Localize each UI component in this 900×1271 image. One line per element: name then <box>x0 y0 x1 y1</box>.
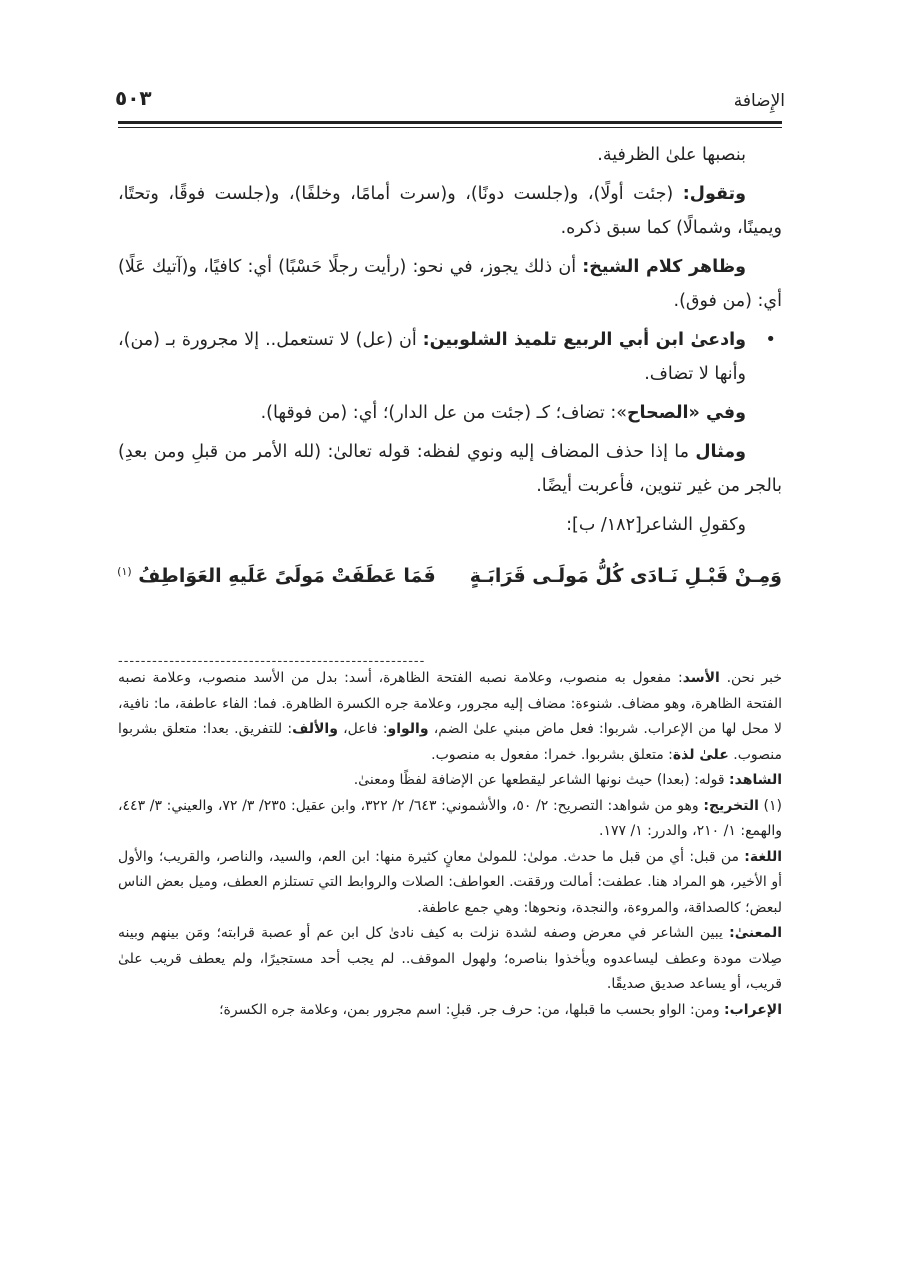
paragraph: بنصبها علىٰ الظرفية. <box>597 145 746 165</box>
header-rule-thick <box>118 121 782 124</box>
footnote-lugha: اللغة: من قبل: أي من قبل ما حدث. مولىٰ: للمولىٰ معانٍ كثيرة منها: ابن العم، والسيد، والناصر، والقريب؛ والأول أو الأخير، هو المراد هنا. عطفت: أمالت ورققت. العواطف: الصلات والروابط التي تستلزم العطف، وميل بعض الناس لبعض؛ كالصداقة، والمروءة، والنجدة، ونحوها: وهي جمع عاطفة. <box>118 848 782 916</box>
footnote-mana: المعنىٰ: يبين الشاعر في معرض وصفه لشدة نزلت به كيف نادىٰ كل ابن عم أو عصبة قرابته؛ ومَن بينهم وبينه صِلات مودة وعطف ليساعدوه ويأخذوا بناصره؛ ولهول الموقف.. لم يجب أحد مستجيرًا، ولم يعطف قريب علىٰ قريب، أو يساعد صديق صديقًا. <box>118 925 782 992</box>
footnote-shahid: الشاهد: قوله: (بعدا) حيث نونها الشاعر ليقطعها عن الإضافة لفظًا ومعنىٰ. <box>353 772 782 788</box>
chapter-title: الإِضافة <box>733 91 785 111</box>
paragraph: وفي «الصحاح»: تضاف؛ كـ (جئت من عل الدار)؛ أي: (من فوقها). <box>260 403 746 423</box>
paragraph: ومثال ما إذا حذف المضاف إليه ونوي لفظه: قوله تعالىٰ: (لله الأمر من قبلِ ومن بعدِ) بالجر من غير تنوين، فأعربت أيضًا. <box>118 442 782 496</box>
verse-first-hemistich: وَمِـنْ قَبْـلِ نَـادَى كُلُّ مَولَـى قَرَابَـةٍ <box>469 565 782 588</box>
paragraph: وتقول: (جئت أولًا)، و(جلست دونًا)، و(سرت أمامًا، وخلفًا)، و(جلست فوقًا، وتحتًا، ويمينًا، وشمالًا) كما سبق ذكره. <box>118 184 782 238</box>
header-rule-thin <box>118 127 782 128</box>
footnote-separator: ------------------------------------------------------ <box>118 654 426 669</box>
paragraph: وظاهر كلام الشيخ: أن ذلك يجوز، في نحو: (رأيت رجلًا حَسْبًا) أي: كافيًا، و(آتيك عَلًا) أي: (من فوق). <box>118 257 782 311</box>
paragraph: وكقولِ الشاعر[١٨٢/ ب]: <box>566 515 746 535</box>
footnote-marker: (١) <box>117 565 132 578</box>
footnotes <box>118 666 782 1023</box>
bullet-icon: • <box>765 329 776 350</box>
footnote-paragraph: خبر نحن. الأسد: مفعول به منصوب، وعلامة نصبه الفتحة الظاهرة، أسد: بدل من الأسد منصوب، وعلامة نصبه الفتحة الظاهرة، وهو مضاف. شنوءة: مضاف إليه مجرور، وعلامة جره الكسرة الظاهرة. فما: الفاء عاطفة، ما: نافية، لا محل لها من الإعراب. شربوا: فعل ماض مبني علىٰ الضم، والواو: فاعل، والألف: للتفريق. بعدا: متعلق بشربوا منصوب. علىٰ لذة: متعلق بشربوا. خمرا: مفعول به منصوب. <box>118 670 782 763</box>
footnote-takhrij: (١) التخريج: وهو من شواهد: التصريح: ٢/ ٥٠، والأشموني: ٦٤٣/ ٢/ ٣٢٢، وابن عقيل: ٢٣٥/ ٣/ ٧٢، والعيني: ٣/ ٤٤٣، والهمع: ١/ ٢١٠، والدرر: ١/ ١٧٧. <box>118 797 783 839</box>
bullet-paragraph: • وادعىٰ ابن أبي الربيع تلميذ الشلوبين: أن (عل) لا تستعمل.. إلا مجرورة بـ (من)، وأنها لا تضاف. <box>118 323 782 391</box>
main-text <box>118 138 782 596</box>
poetry-verse <box>118 552 782 596</box>
verse-second-hemistich: فَمَا عَطَفَتْ مَولَىً عَلَيهِ العَوَاطِفُ <box>138 565 436 588</box>
footnote-irab: الإعراب: ومن: الواو بحسب ما قبلها، من: حرف جر. قبلِ: اسم مجرور بمن، وعلامة جره الكسرة؛ <box>219 1001 782 1018</box>
page-number: ٥٠٣ <box>115 86 152 110</box>
